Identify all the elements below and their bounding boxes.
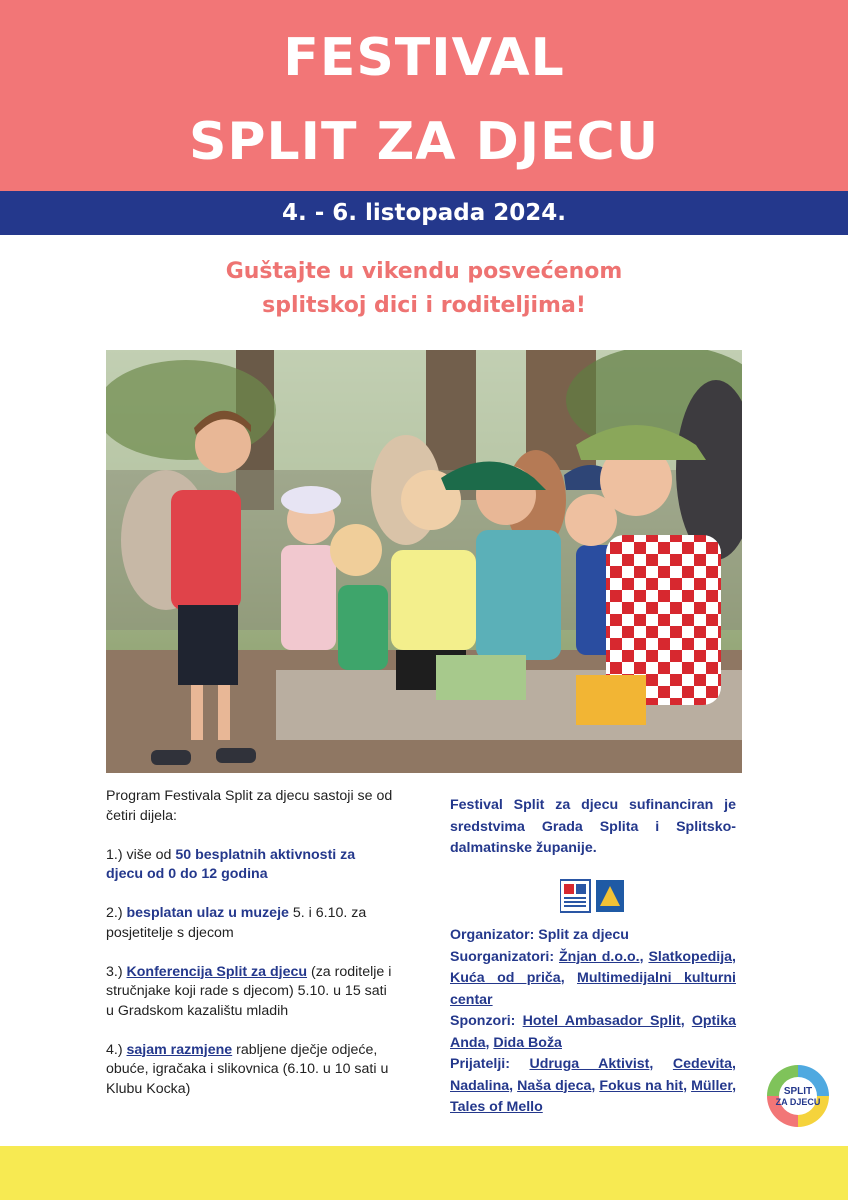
friend-link[interactable]: Cedevita (672, 1056, 733, 1072)
sponsor-link[interactable]: Dida Boža (493, 1034, 562, 1051)
organizer-label: Organizator: (450, 927, 535, 943)
title-line-1: FESTIVAL (283, 28, 565, 88)
date-band: 4. - 6. listopada 2024. (0, 191, 848, 235)
festival-logo-badge (764, 1062, 832, 1130)
program-item-2 (106, 904, 396, 943)
organizer-row (450, 925, 736, 947)
friends-label: Prijatelji: (450, 1056, 510, 1072)
program-item-1-prefix: 1.) više od (106, 846, 176, 863)
program-item-2-rest: 5. i 6.10. za posjetitelje s djecom (106, 905, 367, 941)
program-item-3-prefix: 3.) (106, 963, 127, 980)
friend-link[interactable]: Naša djeca (517, 1077, 592, 1094)
friend-link[interactable]: Nadalina (450, 1077, 510, 1094)
coorganizer-link[interactable]: Žnjan d.o.o. (558, 948, 640, 965)
credits-block: Organizator: Split za djecu Suorganizatori: Žnjan d.o.o., Slatkopedija, Kuća od priča, Multimedijalni kulturni centar Sponzori: Hotel Ambasador Split, Optika Anda, Dida Boža Prijatelji: Udruga Aktivist, Cedevita, Nadalina, Naša djeca, Fokus na hit, Müller, Tales of Mello (450, 927, 737, 1115)
program-item-4-prefix: 4.) (106, 1041, 127, 1058)
program-item-2-highlight: besplatan ulaz u muzeje (126, 905, 289, 921)
title-line-2: SPLIT ZA DJECU (188, 112, 660, 172)
program-item-4 (106, 1041, 396, 1100)
program-item-3 (106, 963, 396, 1022)
city-crest-icon (560, 878, 624, 914)
tagline (0, 255, 848, 323)
program-item-1-highlight: 50 besplatnih aktivnosti za djecu od 0 do 12 godina (106, 846, 356, 882)
header-banner (0, 0, 848, 191)
coorganizer-link[interactable]: Slatkopedija (648, 948, 733, 965)
swap-fair-link[interactable]: sajam razmjene (126, 1041, 233, 1058)
sponsor-link[interactable]: Hotel Ambasador Split (522, 1013, 681, 1029)
program-intro: Program Festivala Split za djecu sastoji se od četiri dijela: (106, 788, 393, 824)
split-za-djecu-logo (764, 1062, 832, 1135)
coorganizer-link[interactable]: Kuća od priča (450, 970, 561, 986)
footer-band (0, 1146, 848, 1200)
badge-text-line-2: ZA DJECU (775, 1097, 821, 1107)
friend-link[interactable]: Müller (691, 1077, 733, 1094)
coorganizer-link[interactable]: Multimedijalni kulturni centar (450, 970, 736, 1008)
badge-text-line-1: SPLIT (783, 1086, 813, 1097)
tagline-line-1: Guštajte u vikendu posvećenom (225, 259, 623, 284)
program-column (106, 787, 396, 1119)
program-item-1 (106, 846, 396, 885)
program-item-2-prefix: 2.) (106, 905, 127, 921)
children-photo (106, 350, 742, 773)
coorganizers-label: Suorganizatori: (450, 948, 555, 965)
funding-statement: Festival Split za djecu sufinanciran je sredstvima Grada Splita i Splitsko-dalmatinske županije. (450, 797, 736, 856)
program-item-4-rest: rabljene dječje odjeće, obuće, igračaka i slikovnica (6.10. u 10 sati u Klubu Kocka) (106, 1041, 389, 1097)
program-item-3-rest: (za roditelje i stručnjake koji rade s djecom) 5.10. u 15 sati u Gradskom kazalištu mladih (106, 963, 392, 1019)
children-photo-illustration (106, 350, 742, 773)
friend-link[interactable]: Udruga Aktivist (529, 1056, 650, 1072)
funder-logos (560, 878, 624, 919)
sponsors-label: Sponzori: (450, 1013, 516, 1029)
friend-link[interactable]: Tales of Mello (450, 1099, 543, 1115)
organizer-name: Split za djecu (538, 927, 629, 943)
conference-link[interactable]: Konferencija Split za djecu (126, 963, 308, 980)
tagline-line-2: splitskoj dici i roditeljima! (262, 293, 586, 318)
sponsor-link[interactable]: Optika Anda (450, 1013, 736, 1051)
friend-link[interactable]: Fokus na hit (599, 1077, 684, 1094)
